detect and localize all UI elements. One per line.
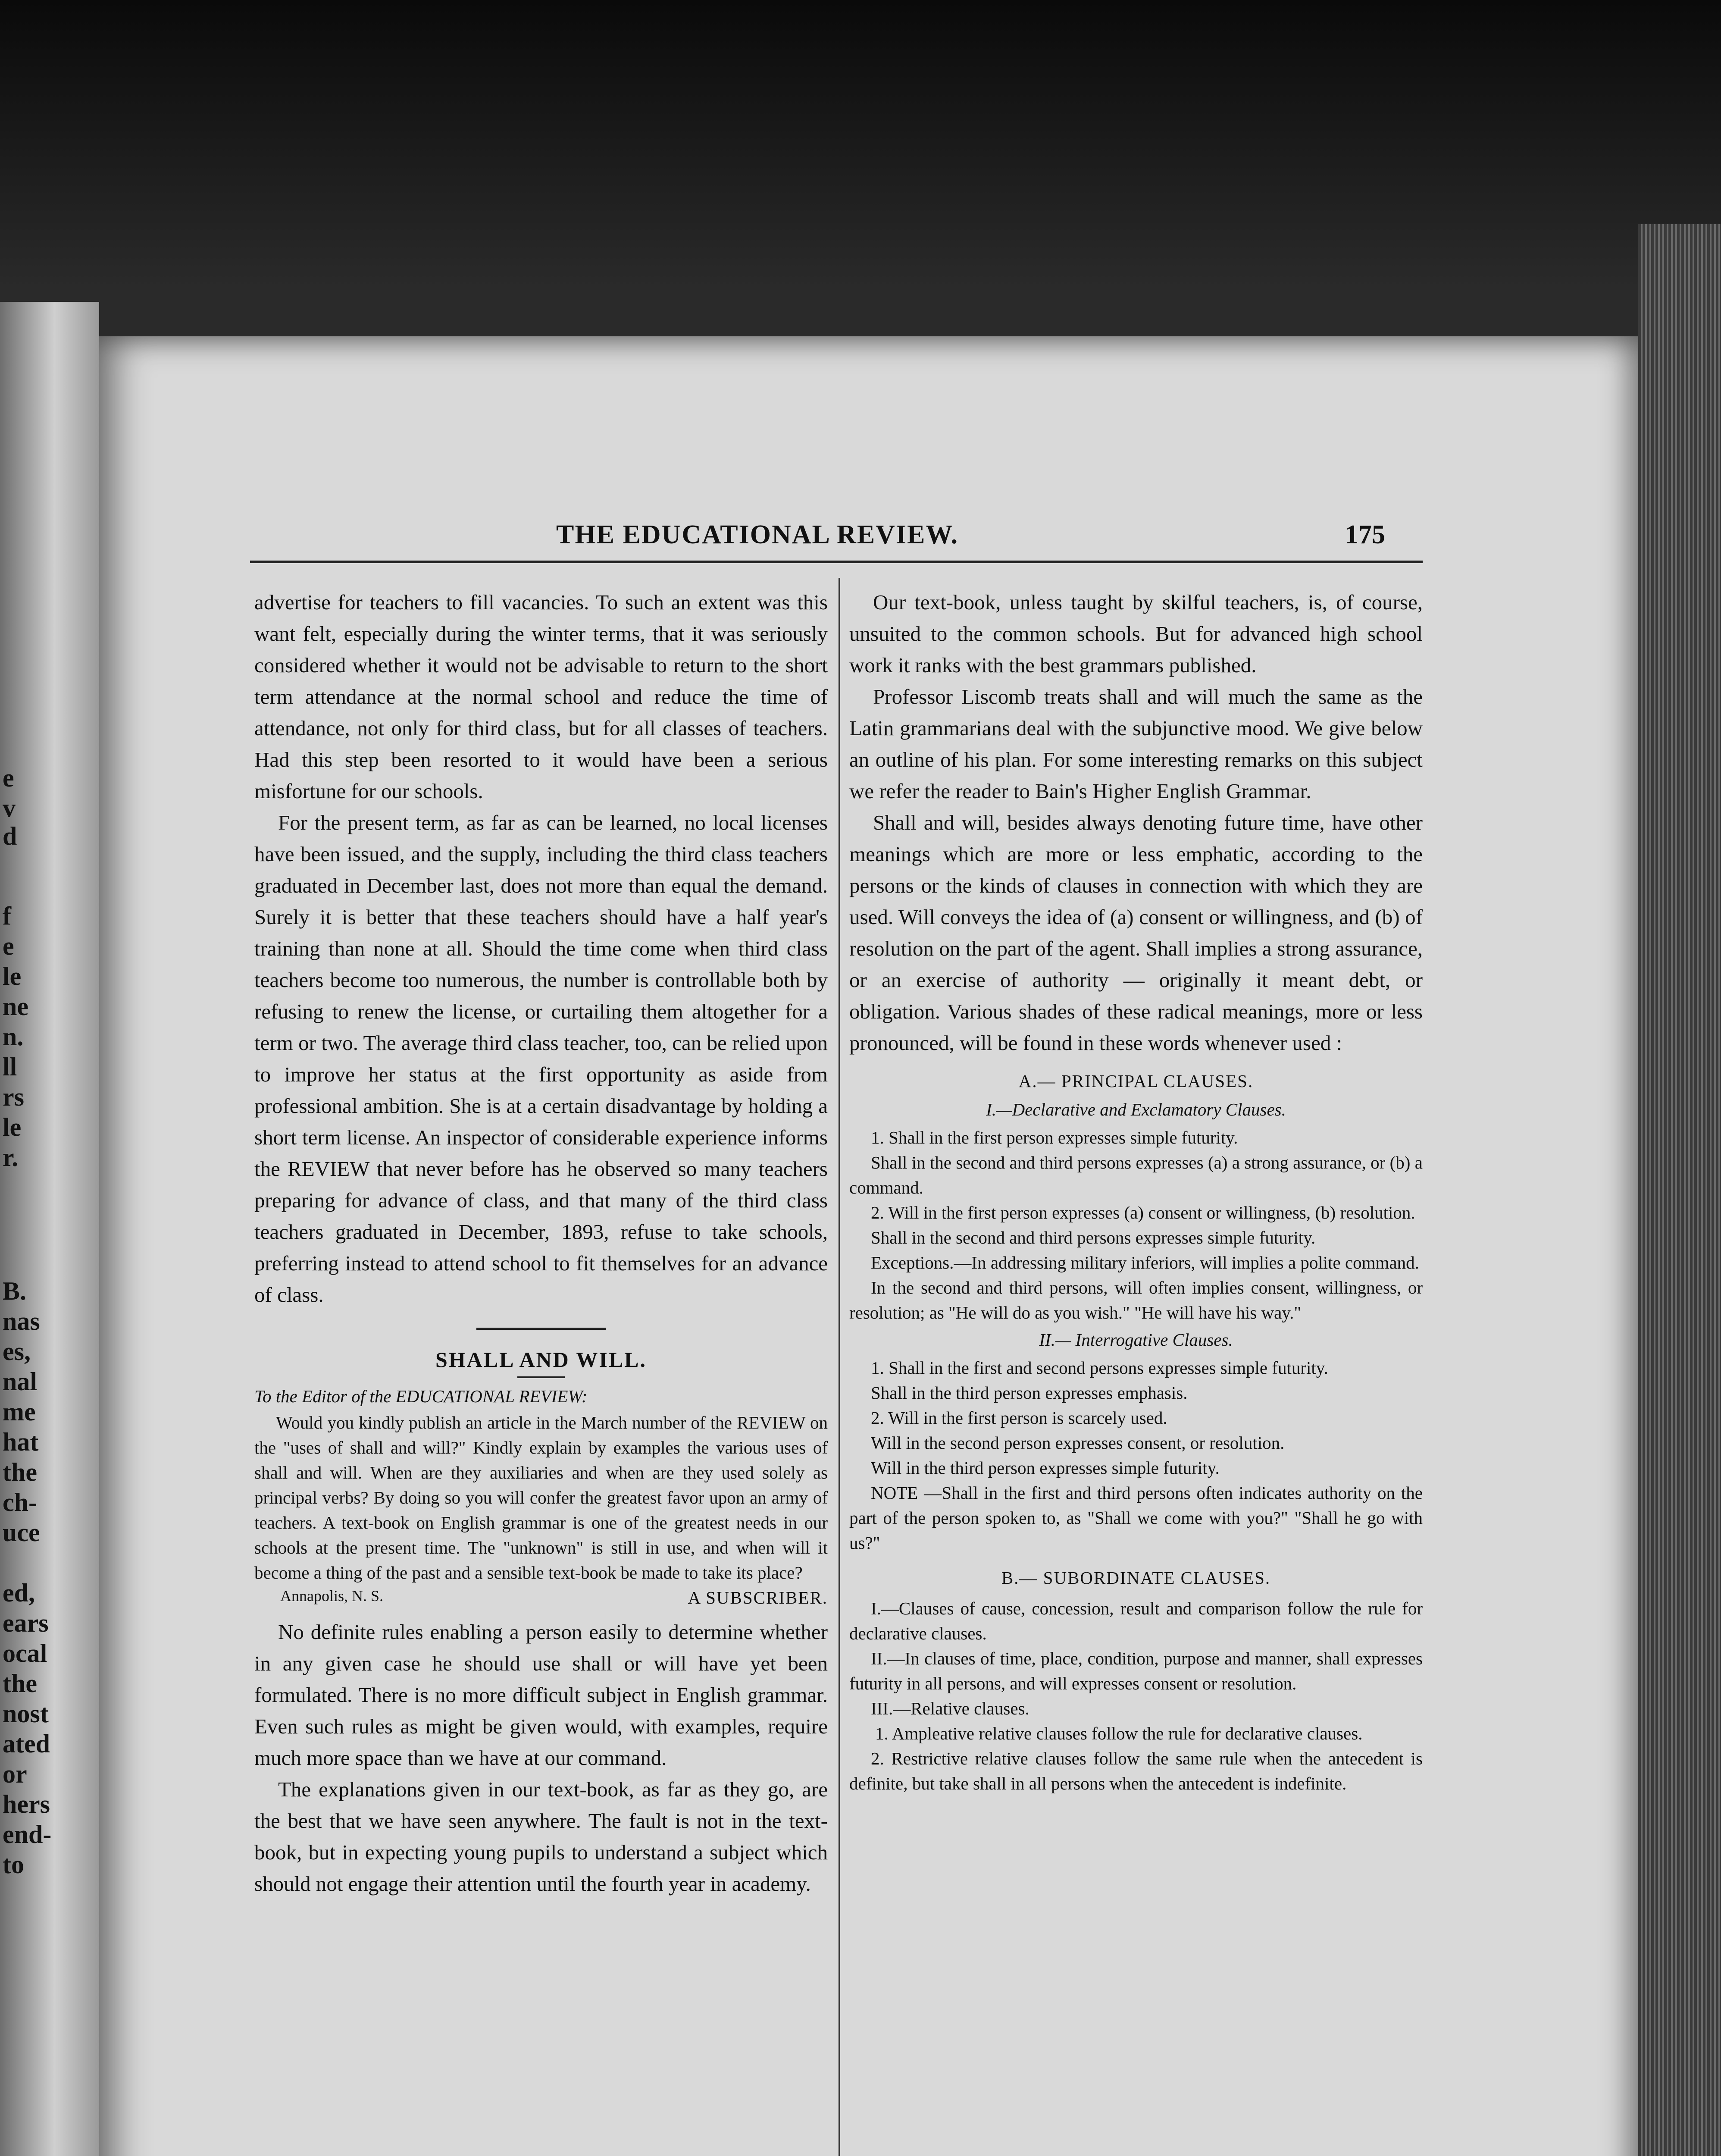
rule-item: II.—In clauses of time, place, condition, purpose and manner, shall expresses futurity in all persons, and will expresses consent or resolution.	[849, 1648, 1423, 1693]
rule-item: 1. Shall in the first and second persons expresses simple futurity.	[871, 1358, 1328, 1378]
rule-item: Exceptions.—In addressing military inferiors, will implies a polite command.	[871, 1253, 1419, 1272]
paragraph: Shall and will, besides always denoting future time, have other meanings which are more or less emphatic, according to the persons or the kinds of clauses in connection with which they are used. Will conveys the idea of (a) consent or willingness, and (b) of resolution on the part of the agent. Shall implies a strong assurance, or an exercise of authority — originally it meant debt, or obligation. Various shades of these radical meanings, more or less pronounced, will be found in these words whenever used :	[849, 811, 1423, 1055]
margin-fragment: hers	[3, 1790, 50, 1818]
margin-fragment: n.	[3, 1022, 24, 1051]
page-number: 175	[1345, 520, 1385, 549]
article-title: SHALL AND WILL.	[435, 1348, 647, 1372]
rule-item: NOTE —Shall in the first and third persons often indicates authority on the part of the person spoken to, as "Shall we come with you?" "Shall he go with us?"	[849, 1483, 1423, 1553]
paragraph: The explanations given in our text-book, as far as they go, are the best that we have seen anywhere. The fault is not in the text-book, but in expecting young pupils to understand a subject which should not engage their attention until the fourth year in academy.	[254, 1777, 828, 1896]
margin-fragment: f	[3, 902, 11, 930]
margin-fragment: uce	[3, 1518, 40, 1547]
margin-fragment: nal	[3, 1367, 38, 1396]
section-heading-a: A.— PRINCIPAL CLAUSES.	[1018, 1071, 1254, 1091]
letter-signature: A SUBSCRIBER.	[688, 1588, 828, 1608]
margin-fragment: ears	[3, 1609, 49, 1637]
margin-fragment: d	[3, 822, 17, 850]
margin-fragment: ll	[3, 1053, 17, 1081]
margin-fragment: ch-	[3, 1488, 37, 1517]
rule-item: Shall in the second and third persons expresses simple futurity.	[871, 1228, 1316, 1247]
rule-item: Will in the second person expresses consent, or resolution.	[871, 1433, 1285, 1453]
article-divider	[476, 1328, 606, 1330]
rule-item: Will in the third person expresses simple futurity.	[871, 1458, 1220, 1478]
letter-body-text: Would you kindly publish an article in the March number of the REVIEW on the "uses of shall and will?" Kindly explain by examples the various uses of shall and will. When are they auxiliaries and when are they used solely as principal verbs? By doing so you will confer the greatest favor upon an army of teachers. A text-book on English grammar is one of the greatest needs in our schools at the present time. The "unknown" is still in use, and when will it become a thing of the past and a sensible text-book be made to take its place?	[254, 1413, 828, 1583]
rule-item: 2. Will in the first person expresses (a) consent or willingness, (b) resolution.	[871, 1203, 1415, 1222]
rule-item: I.—Clauses of cause, concession, result and comparison follow the rule for declarative clauses.	[849, 1598, 1423, 1643]
margin-fragment: B.	[3, 1277, 27, 1305]
margin-fragment: to	[3, 1850, 24, 1879]
rule-item: 1. Shall in the first person expresses simple futurity.	[871, 1128, 1238, 1147]
page-stack-edge	[1638, 224, 1721, 2156]
rule-item: 2. Will in the first person is scarcely used.	[871, 1408, 1167, 1428]
paragraph: Professor Liscomb treats shall and will much the same as the Latin grammarians deal with the subjunctive mood. We give below an outline of his plan. For some interesting remarks on this subject we refer the reader to Bain's Higher English Grammar.	[849, 685, 1423, 803]
margin-fragment: e	[3, 932, 14, 960]
left-column	[254, 586, 828, 1899]
margin-fragment: nost	[3, 1699, 49, 1728]
margin-fragment: ocal	[3, 1639, 47, 1667]
margin-fragment: le	[3, 962, 22, 990]
running-title: THE EDUCATIONAL REVIEW.	[556, 520, 959, 549]
margin-fragment: rs	[3, 1083, 24, 1111]
paragraph: Our text-book, unless taught by skilful teachers, is, of course, unsuited to the common schools. But for advanced high school work it ranks with the best grammars published.	[849, 590, 1423, 677]
paragraph: For the present term, as far as can be learned, no local licenses have been issued, and the supply, including the third class teachers graduated in December last, does not more than equal the demand. Surely it is better that these teachers should have a half year's training than none at all. Should the time come when third class teachers become too numerous, the number is controllable both by refusing to renew the license, or curtailing them altogether for a term or two. The average third class teacher, too, can be relied upon to improve her status at the first opportunity as aside from professional ambition. She is at a certain disadvantage by holding a short term license. An inspector of considerable experience informs the REVIEW that never before has he observed so many teachers preparing for advance of class, and that many of the third class teachers graduated in December, 1893, refuse to take schools, preferring instead to attend school to fit themselves for an advance of class.	[254, 811, 828, 1307]
margin-fragment: hat	[3, 1428, 39, 1456]
margin-fragment: r.	[3, 1143, 19, 1172]
header-rule	[250, 561, 1423, 563]
right-column	[849, 586, 1423, 1796]
margin-fragment: or	[3, 1760, 27, 1788]
subheading-declarative: I.—Declarative and Exclamatory Clauses.	[986, 1100, 1286, 1119]
facing-page-text-fragments	[0, 336, 52, 2156]
margin-fragment: the	[3, 1669, 37, 1698]
margin-fragment: ed,	[3, 1579, 35, 1607]
margin-fragment: ne	[3, 992, 28, 1021]
rule-item: In the second and third persons, will often implies consent, willingness, or resolution; as "He will do as you wish." "He will have his way."	[849, 1278, 1423, 1322]
section-heading-b: B.— SUBORDINATE CLAUSES.	[1001, 1568, 1271, 1588]
margin-fragment: end-	[3, 1820, 52, 1849]
rule-item: Shall in the third person expresses emphasis.	[871, 1383, 1188, 1403]
column-rule	[839, 578, 840, 2156]
margin-fragment: es,	[3, 1337, 31, 1366]
rule-item: 1. Ampleative relative clauses follow the rule for declarative clauses.	[875, 1724, 1363, 1743]
margin-fragment: e	[3, 764, 14, 792]
margin-fragment: le	[3, 1113, 22, 1141]
paragraph: advertise for teachers to fill vacancies. To such an extent was this want felt, especially during the winter terms, that it was seriously considered whether it would not be advisable to return to the short term attendance at the normal school and reduce the time of attendance, not only for third class, but for all classes of teachers. Had this step been resorted to it would have been a serious misfortune for our schools.	[254, 590, 828, 803]
margin-fragment: the	[3, 1458, 37, 1486]
margin-fragment: nas	[3, 1307, 40, 1335]
margin-fragment: v	[3, 794, 16, 822]
letter-place: Annapolis, N. S.	[280, 1587, 384, 1604]
subheading-interrogative: II.— Interrogative Clauses.	[1039, 1330, 1233, 1350]
rule-item: 2. Restrictive relative clauses follow the same rule when the antecedent is definite, but take shall in all persons when the antecedent is indefinite.	[849, 1749, 1423, 1793]
title-rule	[517, 1376, 565, 1378]
margin-fragment: me	[3, 1398, 36, 1426]
margin-fragment: ated	[3, 1730, 50, 1758]
rule-item: Shall in the second and third persons expresses (a) a strong assurance, or (b) a command.	[849, 1153, 1423, 1197]
letter-salutation: To the Editor of the EDUCATIONAL REVIEW:	[254, 1386, 588, 1406]
rule-item: III.—Relative clauses.	[871, 1698, 1029, 1718]
paragraph: No definite rules enabling a person easily to determine whether in any given case he should use shall or will have yet been formulated. There is no more difficult subject in English grammar. Even such rules as might be given would, with examples, require much more space than we have at our command.	[254, 1620, 828, 1770]
